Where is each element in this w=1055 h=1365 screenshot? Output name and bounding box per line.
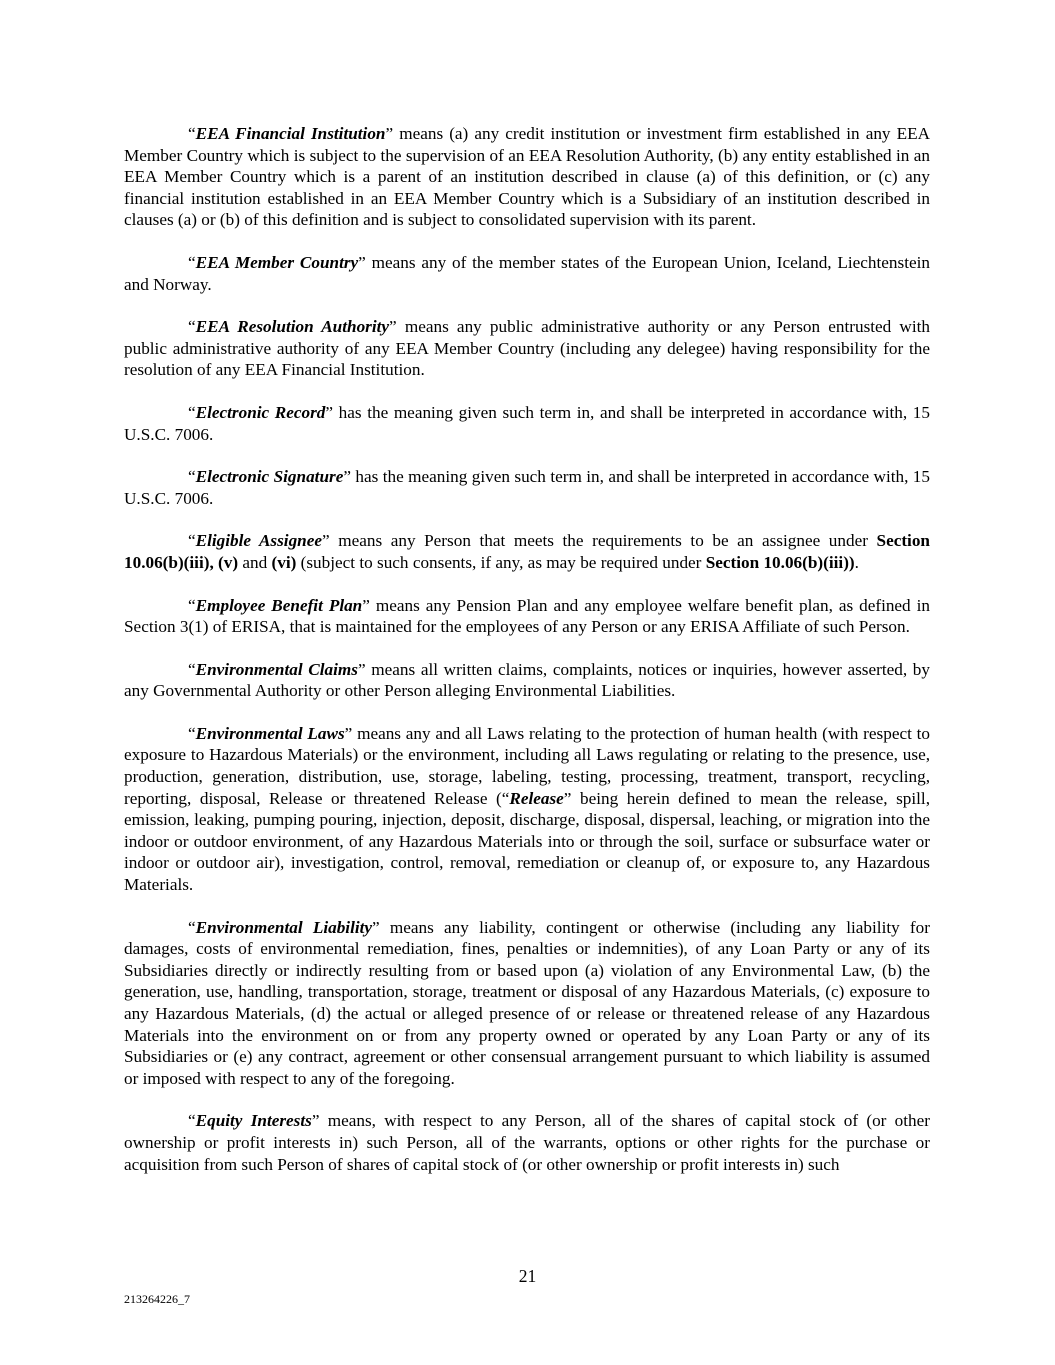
defined-term: Environmental Claims bbox=[195, 659, 358, 679]
definition-text: means any of the member states of the European Union, Iceland, Liechtenstein and Norway. bbox=[124, 252, 930, 294]
definition-electronic-signature bbox=[124, 466, 930, 509]
definition-eea-resolution-authority bbox=[124, 316, 930, 381]
definition-text: means any and all Laws relating to the protection of human health (with respect to exposure to Hazardous Materials) or the environment, including all Laws regulating or relating to the presence, use, production, generation, distribution, use, storage, labeling, testing, processing, treatment, transport, recycling, reporting, disposal, Release or threatened Release (“ bbox=[124, 723, 931, 808]
section-reference: Section 10.06(b)(iii), (v) bbox=[124, 531, 930, 572]
close-quote: ” bbox=[357, 659, 366, 679]
definition-text: has the meaning given such term in, and shall be interpreted in accordance with, 15 U.S.C. 7006. bbox=[124, 402, 930, 444]
defined-term-release: Release bbox=[509, 788, 564, 808]
definition-text: means all written claims, complaints, notices or inquiries, however asserted, by any Governmental Authority or other Person alleging Environmental Liabilities. bbox=[124, 659, 930, 701]
definitions-body bbox=[124, 123, 930, 1196]
definition-text: has the meaning given such term in, and shall be interpreted in accordance with, 15 U.S.C. 7006. bbox=[124, 467, 930, 508]
defined-term: Eligible Assignee bbox=[195, 531, 322, 551]
definition-text: means any Pension Plan and any employee welfare benefit plan, as defined in Section 3(1) of ERISA, that is maintained for the employees of any Person or any ERISA Affiliate of such Person. bbox=[124, 595, 930, 637]
close-quote: ” bbox=[389, 317, 397, 337]
page-number: 21 bbox=[518, 1266, 537, 1286]
section-reference: (vi) bbox=[271, 552, 297, 572]
definition-text: means any Person that meets the requirements to be an assignee under bbox=[329, 531, 877, 551]
definition-text: . bbox=[854, 552, 859, 572]
defined-term: Electronic Signature bbox=[195, 467, 344, 487]
definition-electronic-record bbox=[124, 402, 930, 445]
open-quote: “ bbox=[188, 659, 196, 679]
close-quote: ” bbox=[344, 723, 353, 743]
defined-term: EEA Member Country bbox=[195, 252, 359, 272]
open-quote: “ bbox=[188, 1111, 196, 1131]
open-quote: “ bbox=[188, 723, 196, 743]
defined-term: EEA Resolution Authority bbox=[195, 317, 390, 337]
defined-term: Environmental Laws bbox=[195, 723, 345, 743]
definition-text: means any liability, contingent or otherwise (including any liability for damages, costs of environmental remediation, fines, penalties or indemnities), of any Loan Party or any of its Subsidiaries directly or indirectly resulting from or based upon (a) violation of any Environmental Law, (b) the generation, use, handling, transportation, storage, treatment or disposal of any Hazardous Materials, (c) exposure to any Hazardous Materials, (d) the actual or alleged presence of or release or threatened release of any Hazardous Materials into the environment on or from any property owned or operated by any Loan Party or any of its Subsidiaries or (e) any contract, agreement or other consensual arrangement pursuant to which liability is assumed or imposed with respect to any of the foregoing. bbox=[124, 917, 930, 1088]
definition-text: means (a) any credit institution or investment firm established in any EEA Member Country which is subject to the supervision of an EEA Resolution Authority, (b) any entity established in an EEA Member Country which is a parent of an institution described in clause (a) of this definition, or (c) any financial institution established in an EEA Member Country which is a Subsidiary of an institution described in clauses (a) or (b) of this definition and is subject to consolidated supervision with its parent. bbox=[124, 124, 931, 230]
open-quote: “ bbox=[188, 252, 196, 272]
close-quote: ” bbox=[322, 531, 330, 551]
definition-eea-member-country bbox=[124, 252, 930, 295]
definition-environmental-liability bbox=[124, 917, 930, 1090]
close-quote: ” bbox=[385, 124, 394, 143]
definition-employee-benefit-plan bbox=[124, 595, 930, 638]
open-quote: “ bbox=[188, 595, 196, 615]
definition-text: ” being herein defined to mean the release, spill, emission, leaking, pumping pouring, injection, deposit, discharge, disposal, dispersal, leaching, or migration into the indoor or outdoor environment, of any Hazardous Materials into or through the soil, surface or subsurface water or indoor or outdoor air), investigation, control, removal, remediation or cleanup of, or exposure to, any Hazardous Materials. bbox=[124, 788, 930, 895]
defined-term: EEA Financial Institution bbox=[195, 124, 386, 143]
open-quote: “ bbox=[188, 917, 196, 937]
close-quote: ” bbox=[311, 1111, 320, 1131]
definition-eea-financial-institution bbox=[124, 123, 930, 231]
close-quote: ” bbox=[362, 595, 370, 615]
open-quote: “ bbox=[188, 317, 196, 337]
definition-text: means, with respect to any Person, all of the shares of capital stock of (or other ownership or profit interests in) such Person, all of the warrants, options or other rights for the purchase or acquisition from such Person of shares of capital stock of (or other ownership or profit interests in) such bbox=[124, 1111, 930, 1174]
defined-term: Environmental Liability bbox=[195, 917, 373, 937]
definition-text: and bbox=[238, 552, 272, 572]
definition-environmental-claims bbox=[124, 659, 930, 702]
definition-text: (subject to such consents, if any, as may be required under bbox=[296, 552, 706, 572]
defined-term: Electronic Record bbox=[195, 402, 326, 422]
open-quote: “ bbox=[188, 402, 196, 422]
open-quote: “ bbox=[188, 531, 196, 551]
document-id: 213264226_7 bbox=[124, 1292, 190, 1306]
close-quote: ” bbox=[325, 402, 334, 422]
open-quote: “ bbox=[188, 467, 196, 487]
definition-equity-interests bbox=[124, 1110, 930, 1175]
open-quote: “ bbox=[188, 124, 196, 143]
close-quote: ” bbox=[372, 917, 380, 937]
defined-term: Employee Benefit Plan bbox=[195, 595, 363, 615]
definition-eligible-assignee bbox=[124, 530, 930, 573]
definition-environmental-laws bbox=[124, 723, 930, 896]
close-quote: ” bbox=[343, 467, 351, 487]
section-reference: Section 10.06(b)(iii)) bbox=[705, 552, 855, 572]
definition-text: means any public administrative authority or any Person entrusted with public administrative authority of any EEA Member Country (including any delegee) having responsibility for the resolution of any EEA Financial Institution. bbox=[124, 317, 930, 380]
defined-term: Equity Interests bbox=[195, 1111, 312, 1131]
close-quote: ” bbox=[358, 252, 366, 272]
